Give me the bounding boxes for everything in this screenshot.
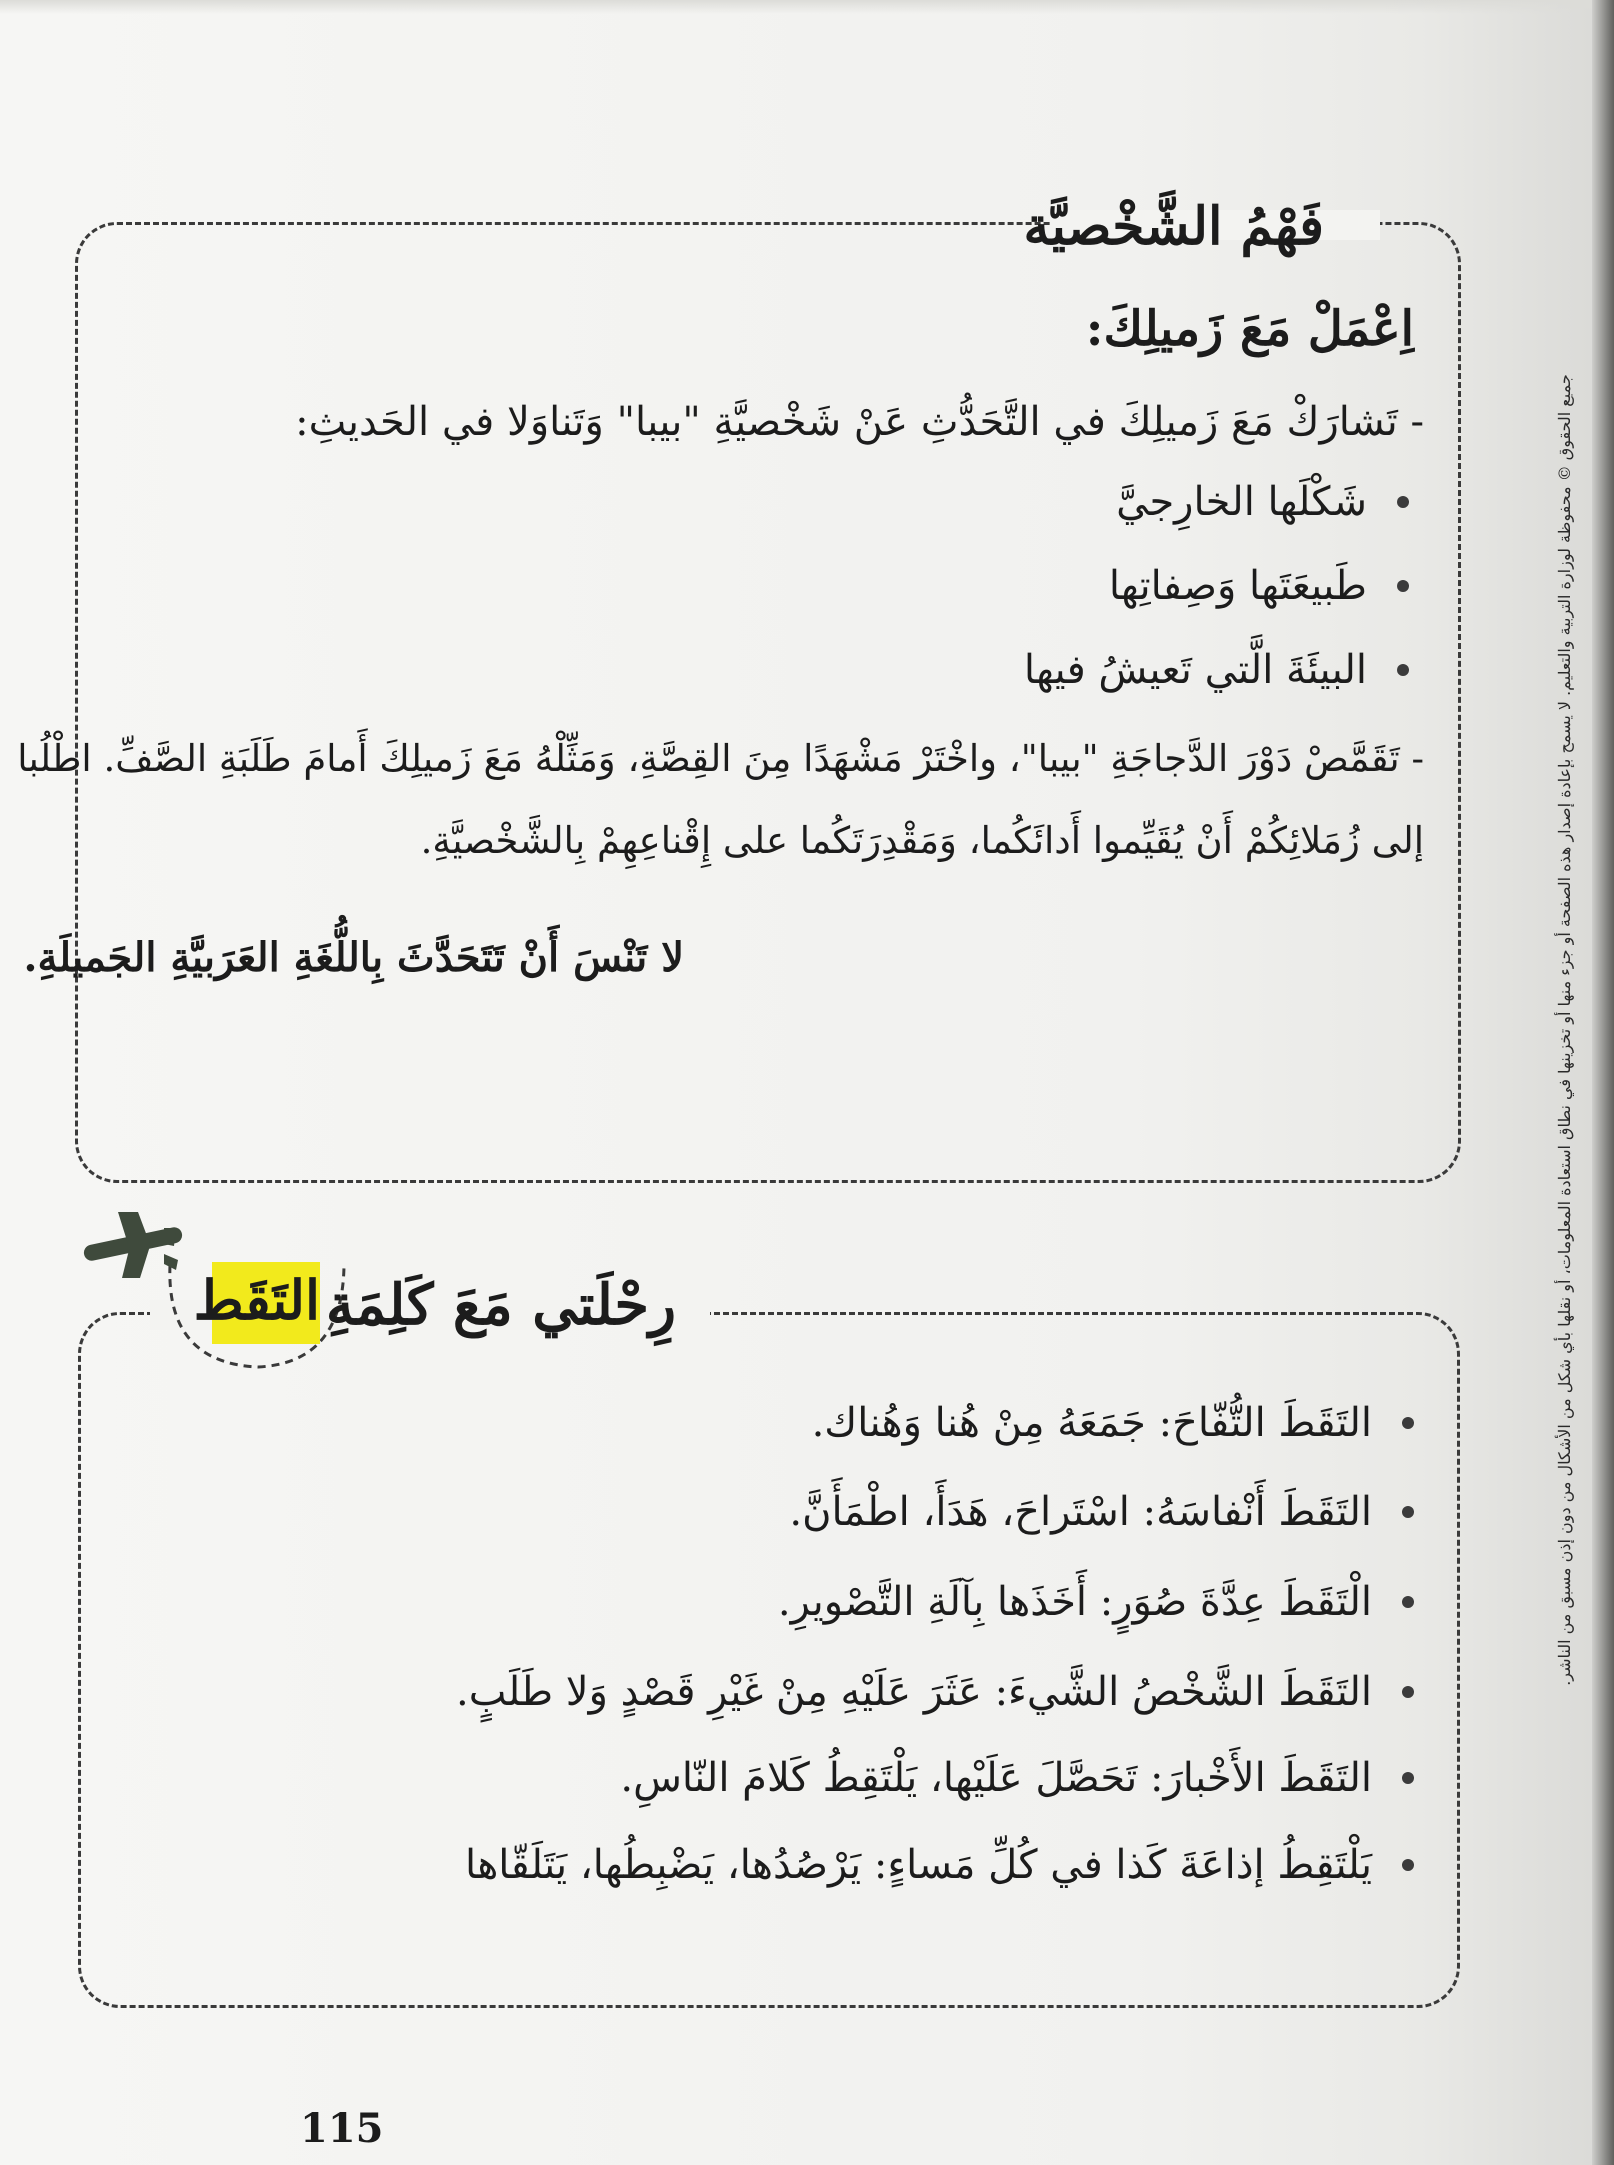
list-item xyxy=(777,1579,1414,1625)
work-with-colleague-heading: اِعْمَلْ مَعَ زَميلِكَ: xyxy=(1085,301,1414,357)
bullet-icon xyxy=(1402,1772,1414,1784)
role-play-task-line-2: إلى زُمَلائِكُمْ أَنْ يُقَيِّموا أَدائَكُما، وَمَقْدِرَتَكُما على إِقْناعِهِمْ بِالشَّخْصيَّةِ. xyxy=(420,819,1424,862)
list-item-text: يَلْتَقِطُ إذاعَةَ كَذا في كُلِّ مَساءٍ: يَرْصُدُها، يَضْبِطُها، يَتَلَقّاها xyxy=(465,1842,1372,1888)
highlighted-word: التَقَط xyxy=(193,1268,320,1332)
section-title-character: فَهْمُ الشَّخْصيَّة xyxy=(1023,196,1324,257)
bullet-icon xyxy=(1397,580,1409,592)
copyright-text: جميع الحقوق © محفوظة لوزارة التربية والتعليم. لا يسمح بإعادة إصدار هذه الصفحة أو جزء منها أو تخزينها في نطاق استعادة المعلومات، أو نقلها بأي شكل من الأشكال من دون إذن مسبق من الناشر. xyxy=(1555,374,1574,1686)
discussion-instruction: - تَشارَكْ مَعَ زَميلِكَ في التَّحَدُّثِ عَنْ شَخْصيَّةِ "بيبا" وَتَناوَلا في الحَديثِ: xyxy=(295,399,1424,445)
bullet-icon xyxy=(1402,1596,1414,1608)
list-item xyxy=(1023,647,1409,693)
bullet-icon xyxy=(1402,1417,1414,1429)
list-item xyxy=(1108,563,1409,609)
bullet-icon xyxy=(1402,1859,1414,1871)
list-item xyxy=(789,1489,1414,1535)
page-number: 115 xyxy=(300,2105,384,2152)
section-title-word-journey: رِحْلَتي مَعَ كَلِمَةِ xyxy=(325,1272,676,1338)
bullet-icon xyxy=(1402,1506,1414,1518)
list-item xyxy=(1116,479,1409,525)
list-item-text: الْتَقَطَ عِدَّةَ صُوَرٍ: أَخَذَها بِآلَةِ التَّصْويرِ. xyxy=(777,1579,1372,1625)
language-reminder: لا تَنْسَ أَنْ تَتَحَدَّثَ بِاللُّغَةِ العَرَبيَّةِ الجَميلَةِ. xyxy=(23,934,684,981)
bullet-icon xyxy=(1397,496,1409,508)
list-item xyxy=(620,1755,1414,1801)
list-item xyxy=(465,1842,1414,1888)
list-item-text: البيئَةَ الَّتي تَعيشُ فيها xyxy=(1023,647,1367,693)
list-item-text: التَقَطَ الأَخْبارَ: تَحَصَّلَ عَلَيْها، يَلْتَقِطُ كَلامَ النّاسِ. xyxy=(620,1755,1372,1801)
list-item-text: التَقَطَ أَنْفاسَهُ: اسْتَراحَ، هَدَأَ، اطْمَأَنَّ. xyxy=(789,1489,1372,1535)
bullet-icon xyxy=(1397,664,1409,676)
copyright-notice xyxy=(1555,260,1585,1800)
list-item-text: طَبيعَتَها وَصِفاتِها xyxy=(1108,563,1367,609)
role-play-task-line-1: - تَقَمَّصْ دَوْرَ الدَّجاجَةِ "بيبا"، واخْتَرْ مَشْهَدًا مِنَ القِصَّةِ، وَمَثِّلْهُ مَعَ زَميلِكَ أَمامَ طَلَبَةِ الصَّفِّ. اطْلُبا xyxy=(17,737,1424,780)
bullet-icon xyxy=(1402,1686,1414,1698)
page-edge xyxy=(1592,0,1614,2165)
airplane-icon xyxy=(78,1198,188,1298)
list-item xyxy=(456,1669,1414,1715)
list-item-text: شَكْلَها الخارِجيَّ xyxy=(1116,479,1367,525)
scan-top-shadow xyxy=(0,0,1614,14)
list-item-text: التَقَطَ الشَّخْصُ الشَّيءَ: عَثَرَ عَلَيْهِ مِنْ غَيْرِ قَصْدٍ وَلا طَلَبٍ. xyxy=(456,1669,1372,1715)
list-item-text: التَقَطَ التُّفّاحَ: جَمَعَهُ مِنْ هُنا وَهُناك. xyxy=(811,1400,1372,1446)
character-understanding-frame xyxy=(75,222,1461,1183)
list-item xyxy=(811,1400,1414,1446)
